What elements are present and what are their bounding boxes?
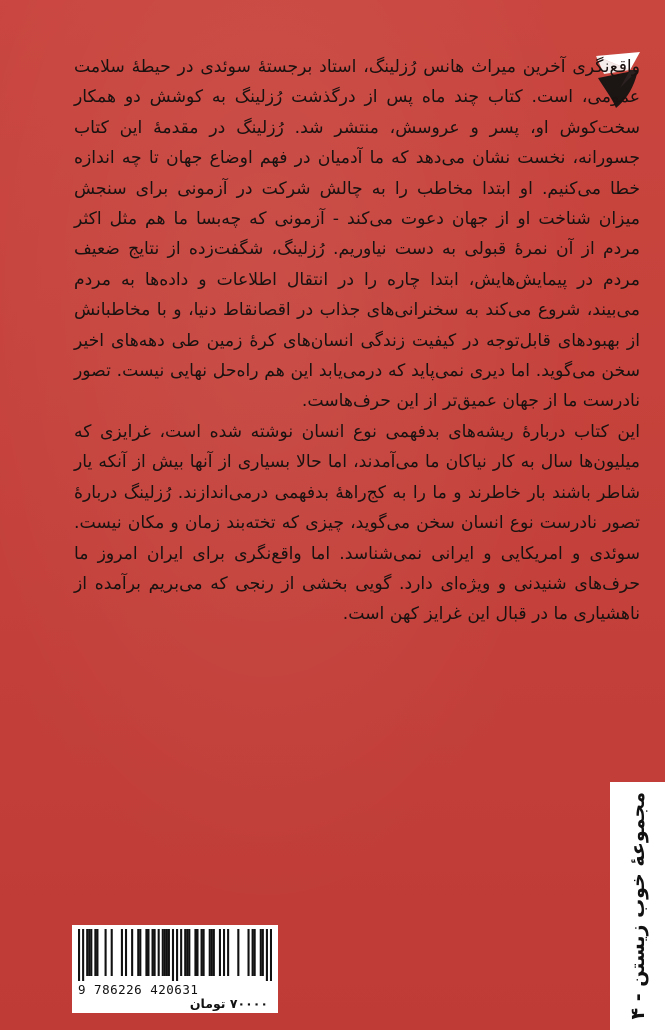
barcode-bar bbox=[252, 929, 254, 976]
series-label: مجموعهٔ خوب زیستن - ۴ bbox=[626, 792, 649, 1020]
barcode-bar bbox=[105, 929, 107, 976]
barcode-bar bbox=[180, 929, 182, 976]
back-cover-blurb bbox=[74, 52, 640, 630]
barcode-bar bbox=[137, 929, 139, 976]
barcode-bar bbox=[184, 929, 186, 976]
barcode-bar bbox=[176, 929, 178, 981]
barcode-bar bbox=[213, 929, 215, 976]
barcode-bar bbox=[111, 929, 113, 976]
barcode-bar bbox=[201, 929, 203, 976]
barcode-bar bbox=[162, 929, 164, 976]
barcode-bar bbox=[96, 929, 98, 976]
barcode-bar bbox=[196, 929, 198, 976]
barcode-bar bbox=[147, 929, 149, 976]
barcode-bar bbox=[254, 929, 256, 976]
barcode-bar bbox=[154, 929, 156, 976]
barcode-bar bbox=[247, 929, 249, 976]
barcode-bar bbox=[168, 929, 170, 976]
barcode-bar bbox=[270, 929, 272, 981]
barcode-bar bbox=[211, 929, 213, 976]
barcode-bar bbox=[227, 929, 229, 976]
barcode-bar bbox=[94, 929, 96, 976]
barcode-bar bbox=[121, 929, 123, 976]
barcode-bar bbox=[260, 929, 262, 976]
barcode-bar bbox=[125, 929, 127, 976]
barcode-bar bbox=[90, 929, 92, 976]
barcode-bar bbox=[139, 929, 141, 976]
price-label: ۷۰۰۰۰ تومان bbox=[189, 996, 268, 1011]
blurb-paragraph-2: این کتاب دربارهٔ ریشه‌های بدفهمی نوع انسان نوشته شده است، غرایزی که میلیون‌ها سال به کار نیاکان ما می‌آمدند، اما حالا بسیاری از آنها بیش از آنکه یار شاطر باشند بار خاطرند و ما را به کج‌راههٔ بدفهمی درمی‌اندازند. رُزلینگ دربارهٔ تصور نادرست نوع انسان سخن می‌گوید، چیزی که تخته‌بند زمان و مکان نیست. سوئدی و امریکایی و ایرانی نمی‌شناسد. اما واقع‌نگری برای ایران امروز ما حرف‌های شنیدنی و ویژه‌ای دارد. گویی بخشی از رنجی که می‌بریم برآمده از ناهشیاری ما در قبال این غرایز کهن است. bbox=[74, 421, 640, 625]
barcode-bar bbox=[262, 929, 264, 976]
barcode-bar bbox=[78, 929, 80, 981]
barcode-bar bbox=[188, 929, 190, 976]
barcode-bar bbox=[237, 929, 239, 976]
barcode-bar bbox=[82, 929, 84, 981]
barcode-bar bbox=[266, 929, 268, 981]
barcode-bar bbox=[152, 929, 154, 976]
series-band bbox=[610, 782, 665, 1030]
barcode-bar bbox=[164, 929, 166, 976]
barcode-bar bbox=[131, 929, 133, 976]
isbn-number: 9 786226 420631 bbox=[78, 982, 199, 997]
barcode bbox=[78, 929, 272, 981]
barcode-bar bbox=[203, 929, 205, 976]
barcode-bar bbox=[223, 929, 225, 976]
barcode-bar bbox=[158, 929, 160, 976]
barcode-bar bbox=[172, 929, 174, 981]
barcode-bar bbox=[194, 929, 196, 976]
barcode-bar bbox=[166, 929, 168, 976]
barcode-bar bbox=[209, 929, 211, 976]
barcode-bar bbox=[186, 929, 188, 976]
blurb-paragraph-1: واقع‌نگری آخرین میراث هانس رُزلینگ، استاد برجستهٔ سوئدی در حیطهٔ سلامت عمومی، است. کتاب چند ماه پس از درگذشت رُزلینگ به کوشش دو همکار سخت‌کوش او، پسر و عروسش، منتشر شد. رُزلینگ در مقدمهٔ این کتاب جسورانه، نخست نشان می‌دهد که ما آدمیان در فهم اوضاع جهان تا چه اندازه خطا می‌کنیم. او ابتدا مخاطب را به چالش شرکت در آزمونی برای سنجش میزان شناخت او از جهان دعوت می‌کند - آزمونی که چه‌بسا ما هم مثل اکثر مردم از آن نمرهٔ قبولی به دست نیاوریم. رُزلینگ، شگفت‌زده از نتایج ضعیف مردم در پیمایش‌هایش، ابتدا چاره را در انتقال اطلاعات و داده‌ها به مردم می‌بیند، شروع می‌کند به سخنرانی‌های جذاب در اقصانقاط دنیا، و با مخاطبانش از بهبودهای قابل‌توجه در کیفیت زندگی انسان‌های کرهٔ زمین طی دهه‌های اخیر سخن می‌گوید. اما دیری نمی‌پاید که درمی‌یابد این هم راه‌حل نهایی نیست. تصور نادرست ما از جهان عمیق‌تر از این حرف‌هاست. bbox=[74, 57, 640, 412]
barcode-bar bbox=[86, 929, 88, 976]
barcode-bar bbox=[219, 929, 221, 976]
barcode-box bbox=[72, 925, 278, 1013]
barcode-bar bbox=[88, 929, 90, 976]
barcode-bar bbox=[145, 929, 147, 976]
